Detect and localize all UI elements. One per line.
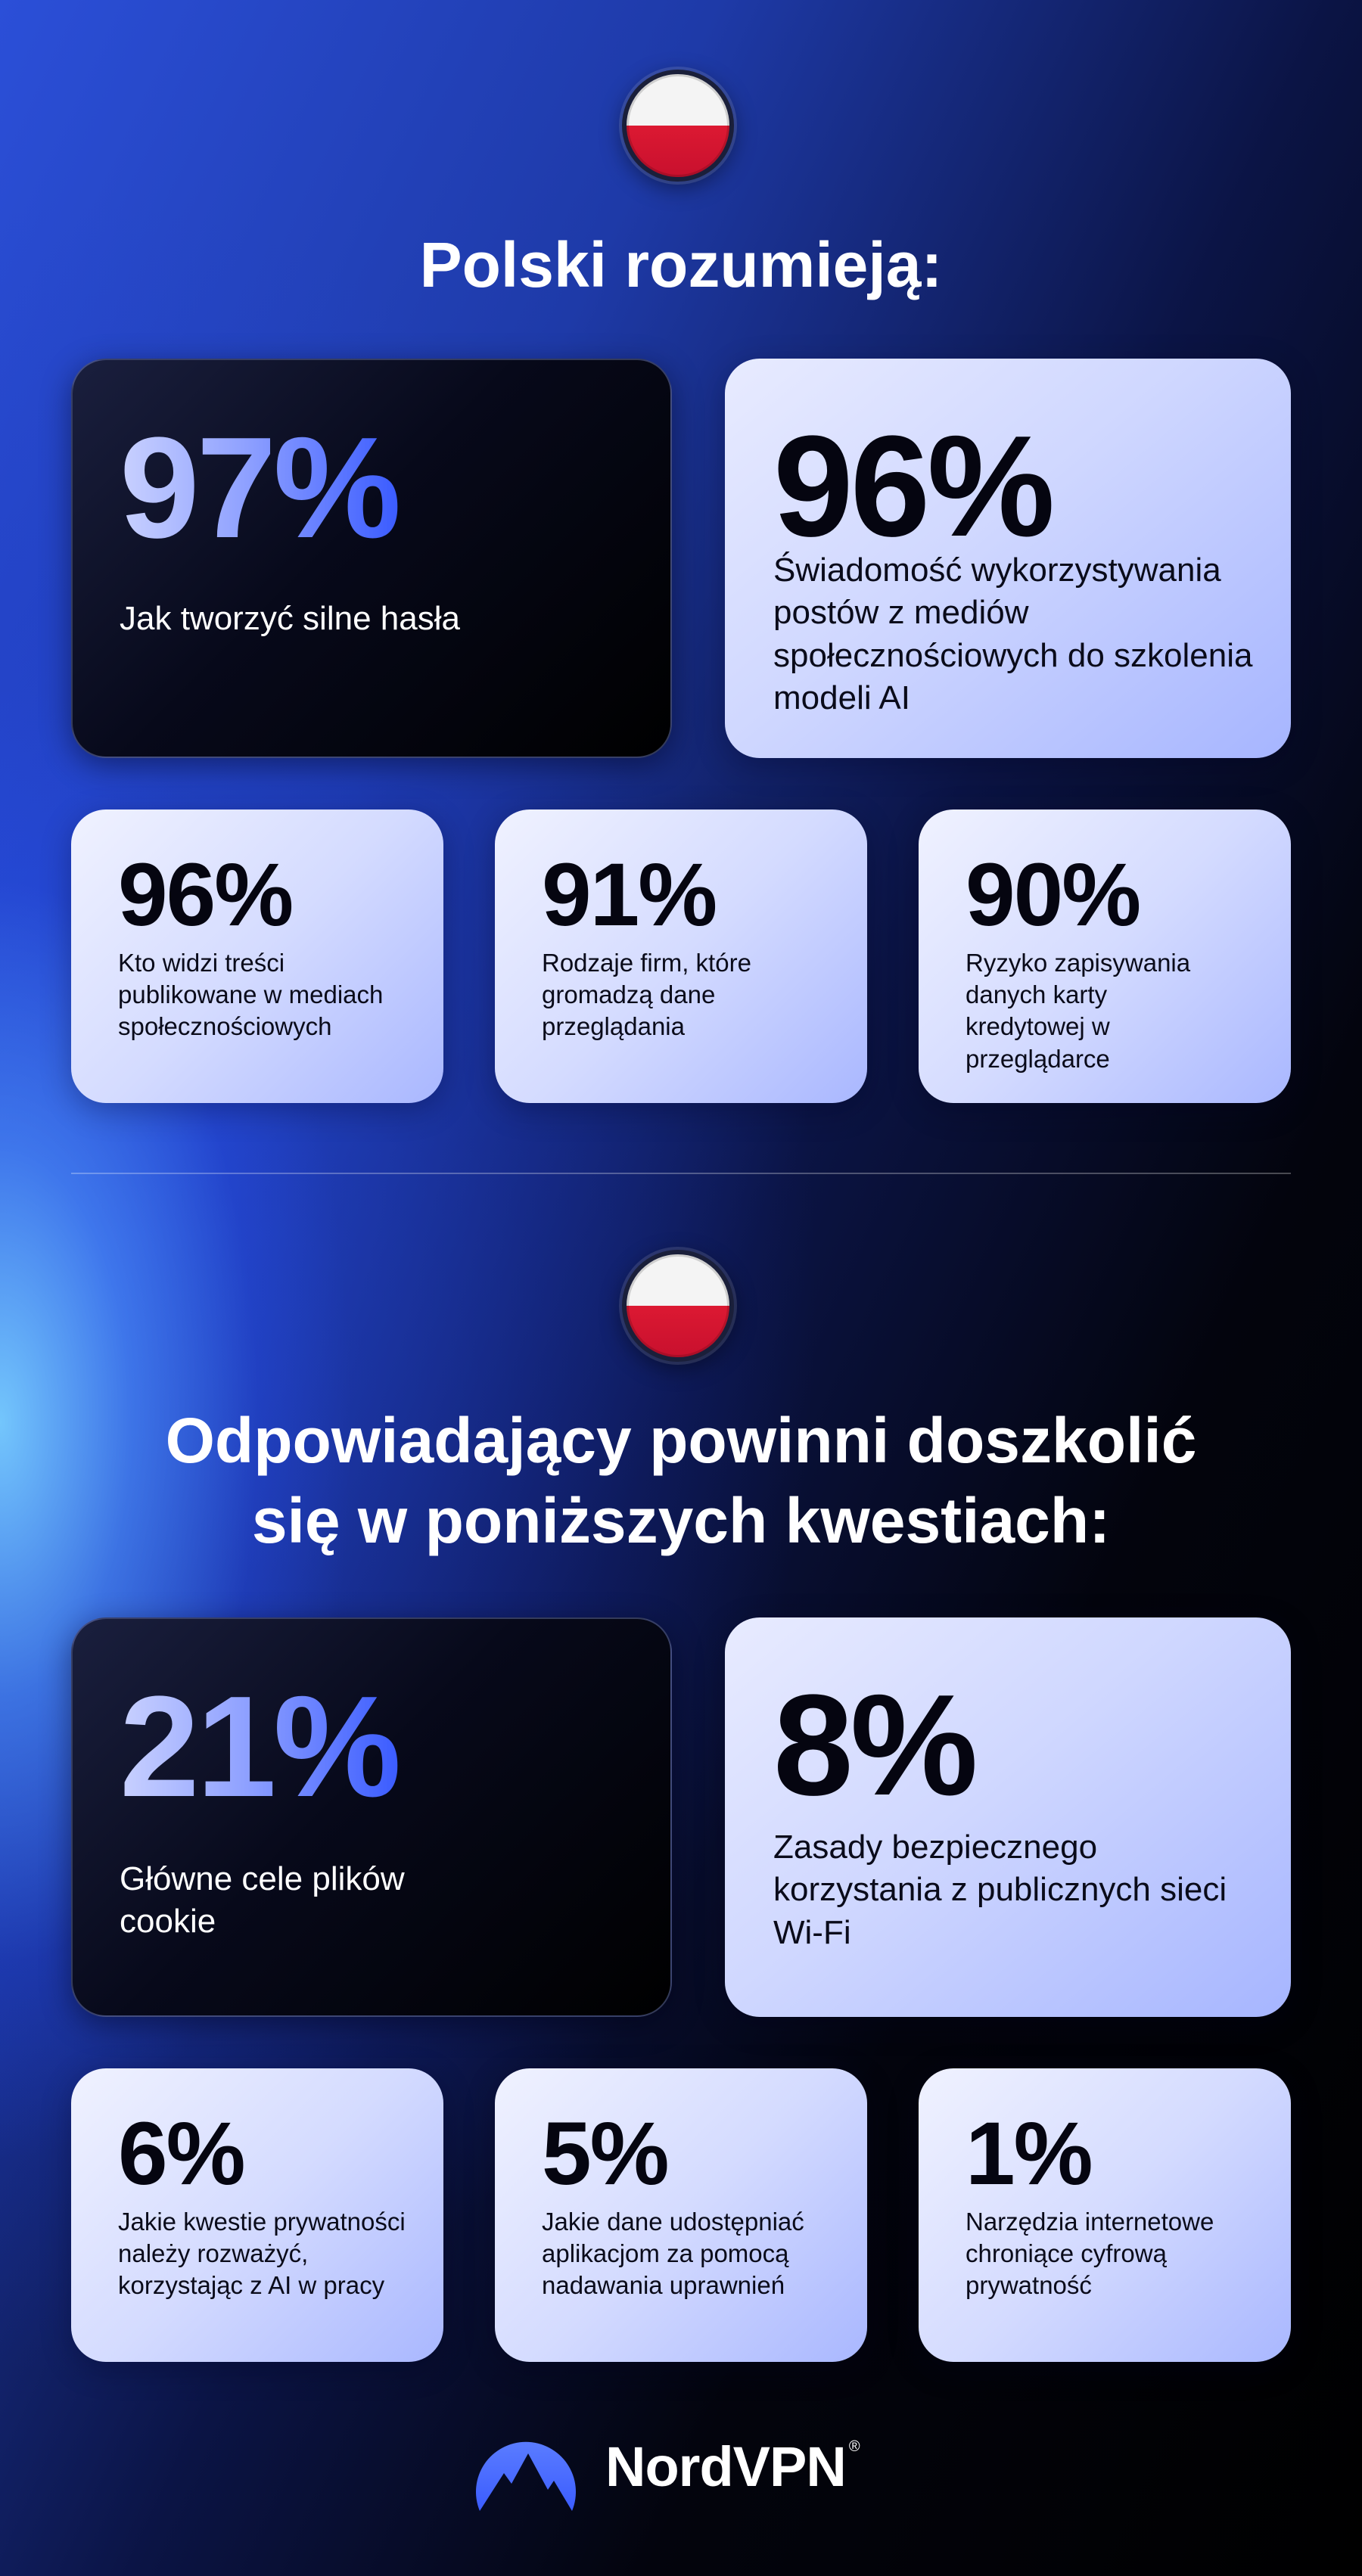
poland-flag-icon — [622, 70, 734, 182]
stat-value: 97% — [120, 408, 399, 568]
stat-label: Rodzaje firm, które gromadzą dane przeglądania — [542, 949, 751, 1041]
stat-value: 96% — [773, 406, 1053, 567]
stat-value: 21% — [120, 1667, 399, 1827]
stat-value: 6% — [118, 2104, 244, 2204]
stat-label: Jak tworzyć silne hasła — [120, 600, 460, 637]
nordvpn-logo — [469, 2413, 893, 2519]
stat-label: Kto widzi treści publikowane w mediach społecznościowych — [118, 949, 384, 1041]
stat-label: Świadomość wykorzystywania postów z mediów społecznościowych do szkolenia modeli AI — [773, 552, 1253, 716]
stat-label: Zasady bezpiecznego korzystania z publicznych sieci Wi-Fi — [773, 1829, 1227, 1951]
section2-heading-line2: się w poniższych kwestiach: — [251, 1485, 1111, 1556]
stat-card-social-visibility — [71, 809, 443, 1103]
stat-card-passwords — [71, 359, 672, 758]
stat-label: Jakie kwestie prywatności należy rozważyć, korzystając z AI w pracy — [118, 2208, 406, 2300]
stat-card-privacy-tools — [919, 2068, 1291, 2362]
brand-name: NordVPN — [605, 2435, 846, 2498]
stat-value: 96% — [118, 845, 293, 945]
stat-card-browsing-data — [495, 809, 867, 1103]
section-divider — [71, 1173, 1291, 1174]
stat-label: Jakie dane udostępniać aplikacjom za pomocą nadawania uprawnień — [542, 2208, 804, 2300]
stat-value: 91% — [542, 845, 717, 945]
nordvpn-mountain-icon — [469, 2417, 583, 2515]
stat-value: 1% — [966, 2104, 1092, 2204]
registered-mark: ® — [848, 2438, 860, 2455]
stat-label: Ryzyko zapisywania danych karty kredytowej w przeglądarce — [966, 949, 1191, 1073]
stat-value: 90% — [966, 845, 1140, 945]
stat-card-ai-training — [725, 359, 1291, 758]
poland-flag-icon — [622, 1250, 734, 1362]
stat-value: 8% — [773, 1665, 975, 1826]
stat-card-ai-privacy — [71, 2068, 443, 2362]
stat-label: Narzędzia internetowe chroniące cyfrową prywatność — [966, 2208, 1214, 2300]
stat-label: Główne cele plików cookie — [120, 1860, 405, 1941]
section2-heading-line1: Odpowiadający powinni doszkolić — [165, 1405, 1197, 1476]
stat-card-credit-card — [919, 809, 1291, 1103]
stat-card-app-permissions — [495, 2068, 867, 2362]
poland-flag-disc — [627, 74, 729, 177]
stat-card-cookies — [71, 1617, 672, 2017]
stat-card-public-wifi — [725, 1617, 1291, 2017]
stat-value: 5% — [542, 2104, 668, 2204]
section1-heading: Polski rozumieją: — [419, 229, 943, 300]
poland-flag-disc — [627, 1254, 729, 1357]
